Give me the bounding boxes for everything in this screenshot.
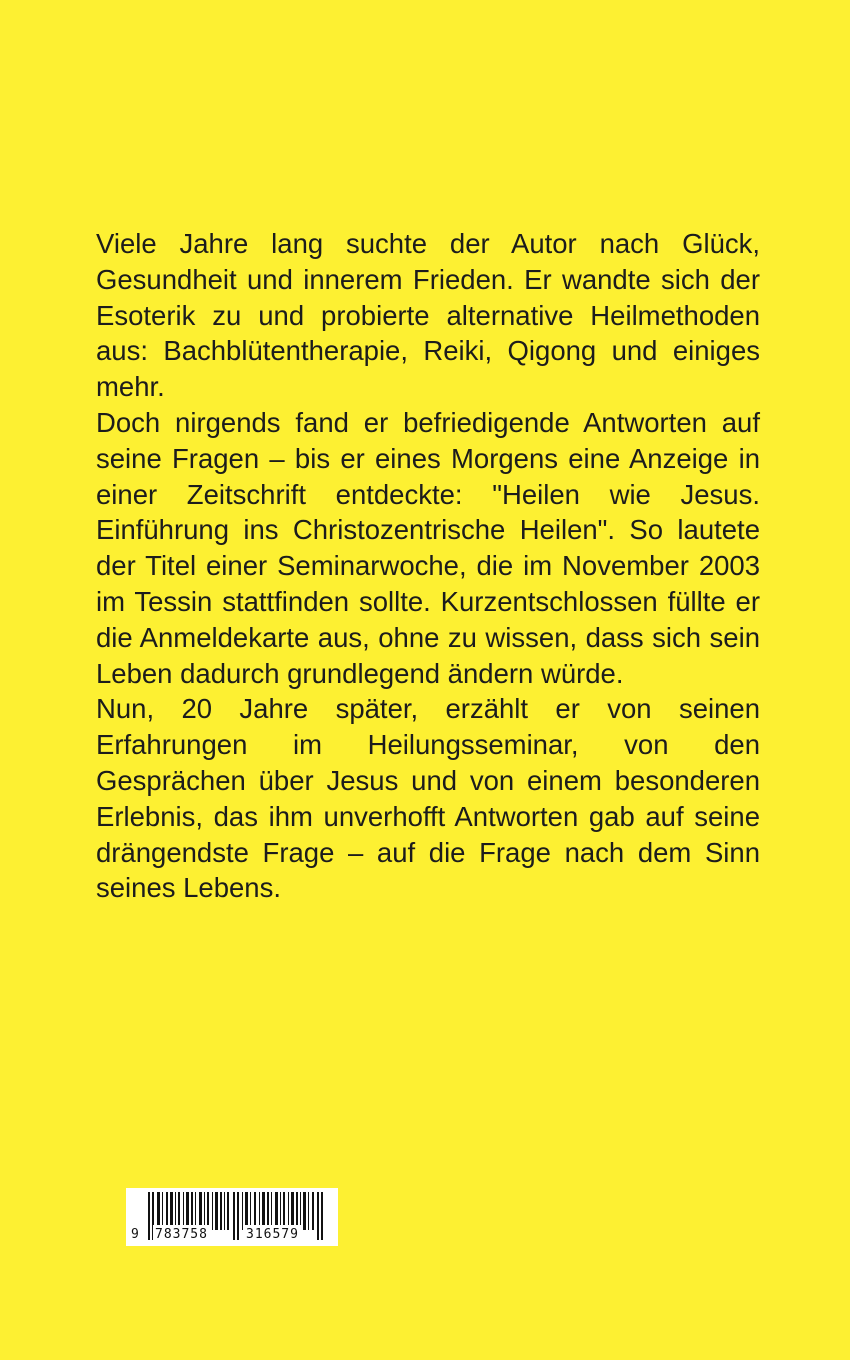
barcode-lead-digit: 9 — [130, 1225, 141, 1245]
barcode-digits — [126, 1225, 338, 1245]
blurb-paragraph-2: Doch nirgends fand er befriedigende Antworten auf seine Fragen – bis er eines Morgens eine Anzeige in einer Zeitschrift entdeckte: "Heilen wie Jesus. Einführung ins Christozentrische Heilen". So lautete der Titel einer Seminarwoche, die im November 2003 im Tessin stattfinden sollte. Kurzentschlossen füllte er die Anmeldekarte aus, ohne zu wissen, dass sich sein Leben dadurch grundlegend ändern würde. — [96, 406, 760, 689]
isbn-barcode — [126, 1188, 338, 1246]
blurb-text — [96, 226, 760, 906]
blurb-paragraph-3: Nun, 20 Jahre später, erzählt er von seinen Erfahrungen im Heilungsseminar, von den Gesprächen über Jesus und von einem besonderen Erlebnis, das ihm unverhofft Antworten gab auf seine drängendste Frage – auf die Frage nach dem Sinn seines Lebens. — [96, 693, 760, 904]
barcode-left-digits: 783758 — [153, 1225, 210, 1245]
barcode-right-digits: 316579 — [244, 1225, 301, 1245]
blurb-paragraph-1: Viele Jahre lang suchte der Autor nach Glück, Gesundheit und innerem Frieden. Er wandte sich der Esoterik zu und probierte alternative Heilmethoden aus: Bachblütentherapie, Reiki, Qigong und einiges mehr. — [96, 228, 760, 403]
